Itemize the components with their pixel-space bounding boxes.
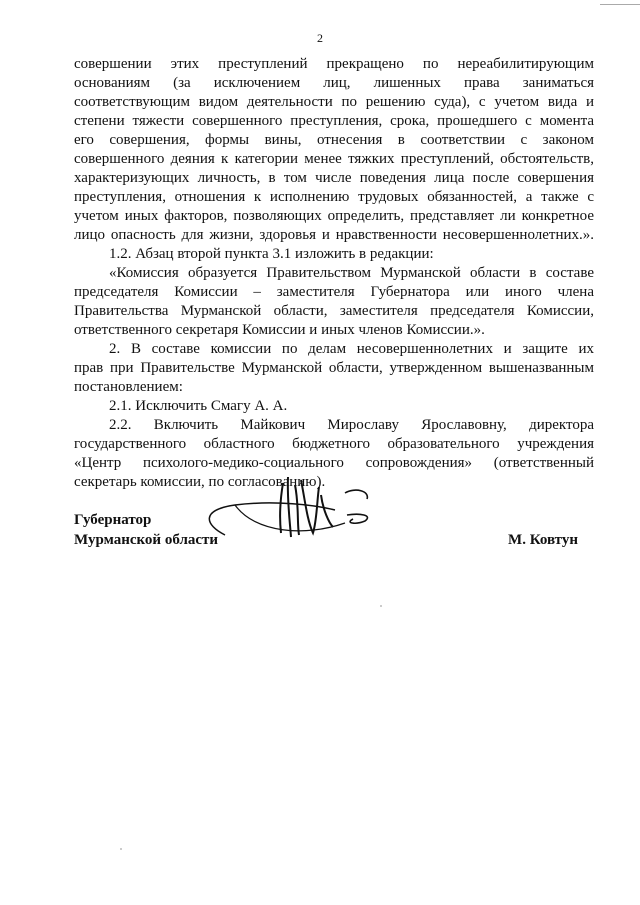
text-line: постановлением: <box>74 379 183 395</box>
text-line: учетом иных факторов, позволяющих определить, представляет ли конкретное <box>74 208 594 224</box>
document-body <box>74 55 594 492</box>
text-line: преступления, отношения к исполнению трудовых обязанностей, а также с <box>74 189 594 205</box>
text-line: совершенного деяния к категории менее тяжких преступлений, обстоятельств, <box>74 151 594 167</box>
text-line: степени тяжести совершенного преступления, срока, прошедшего с момента <box>74 113 594 129</box>
scan-edge-line <box>600 4 640 5</box>
signatory-name: М. Ковтун <box>508 532 578 548</box>
text-line: совершении этих преступлений прекращено по нереабилитирующим <box>74 56 594 72</box>
handwritten-signature <box>195 465 385 555</box>
paragraph-continuation <box>74 55 594 245</box>
text-line: председателя Комиссии – заместителя Губернатора или иного члена <box>74 284 594 300</box>
signatory-title <box>74 510 218 550</box>
signatory-title-line2: Мурманской области <box>74 532 219 548</box>
scan-speck <box>380 605 382 607</box>
text-line: лицо опасность для жизни, здоровья и нравственности несовершеннолетних.». <box>74 227 594 243</box>
text-line: 2. В составе комиссии по делам несовершеннолетних и защите их <box>109 341 594 357</box>
text-line: соответствующим видом деятельности по решению суда), с учетом вида и <box>74 94 594 110</box>
paragraph-2-1: 2.1. Исключить Смагу А. А. <box>109 398 288 414</box>
text-line: ответственного секретаря Комиссии и иных членов Комиссии.». <box>74 322 485 338</box>
scan-speck <box>120 848 122 850</box>
text-line: «Комиссия образуется Правительством Мурманской области в составе <box>109 265 594 281</box>
text-line: характеризующих личность, в том числе поведения лица после совершения <box>74 170 594 186</box>
signatory-title-line1: Губернатор <box>74 512 152 528</box>
text-line: государственного областного бюджетного образовательного учреждения <box>74 436 594 452</box>
text-line: основаниям (за исключением лиц, лишенных права заниматься <box>74 75 594 91</box>
text-line: «Центр психолого-медико-социального сопровождения» (ответственный <box>74 455 594 471</box>
paragraph-1-2: 1.2. Абзац второй пункта 3.1 изложить в редакции: <box>109 246 434 262</box>
page-number: 2 <box>317 31 323 45</box>
paragraph-quote <box>74 264 594 340</box>
text-line: его совершения, формы вины, отнесения в соответствии с законом <box>74 132 594 148</box>
text-line: секретарь комиссии, по согласованию). <box>74 474 326 490</box>
paragraph-2 <box>74 340 594 397</box>
text-line: Правительства Мурманской области, заместителя председателя Комиссии, <box>74 303 594 319</box>
text-line: 2.2. Включить Майкович Мирославу Ярославовну, директора <box>109 417 594 433</box>
text-line: прав при Правительстве Мурманской области, утвержденном вышеназванным <box>74 360 594 376</box>
